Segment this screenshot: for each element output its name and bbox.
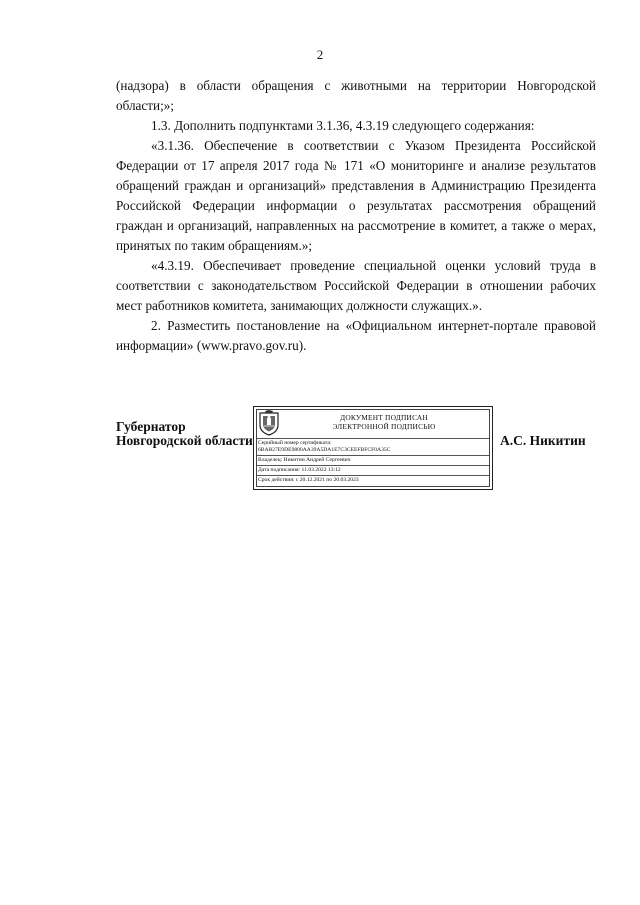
signer-name: А.С. Никитин	[500, 433, 586, 448]
page-number: 2	[316, 47, 324, 62]
stamp-validity: Срок действия: с 20.12.2021 по 20.03.2023	[258, 477, 359, 483]
document-body	[116, 76, 596, 356]
electronic-signature-stamp	[253, 406, 493, 490]
paragraph-continuation: (надзора) в области обращения с животными на территории Новгородской области;»;	[116, 78, 596, 113]
signer-title-line1: Губернатор	[116, 419, 186, 434]
paragraph-item-2: 2. Разместить постановление на «Официальном интернет-портале правовой информации» (www.pravo.gov.ru).	[116, 318, 596, 353]
stamp-divider	[257, 465, 489, 466]
stamp-owner: Владелец: Никитин Андрей Сергеевич	[258, 457, 351, 463]
signer-title	[116, 420, 253, 448]
stamp-serial-label: Серийный номер сертификата:	[258, 440, 332, 446]
stamp-divider	[257, 438, 489, 439]
coat-of-arms-icon	[258, 410, 280, 436]
signer-title-line2: Новгородской области	[116, 433, 253, 448]
stamp-signed-date: Дата подписания: 11.03.2022 13:12	[258, 467, 341, 473]
stamp-heading	[284, 414, 484, 431]
paragraph-item-4-3-19: «4.3.19. Обеспечивает проведение специальной оценки условий труда в соответствии с законодательством Российской Федерации в отношении рабочих мест работников комитета, занимающих должности служащих.».	[116, 258, 596, 313]
paragraph-item-1-3: 1.3. Дополнить подпунктами 3.1.36, 4.3.19 следующего содержания:	[151, 118, 535, 133]
paragraph-item-3-1-36: «3.1.36. Обеспечение в соответствии с Указом Президента Российской Федерации от 17 апреля 2017 года № 171 «О мониторинге и анализе результатов обращений граждан и организаций» представления в Администрацию Президента Российской Федерации информации о результатах рассмотрения обращений граждан и организаций, направленных на рассмотрение в комитет, а также о мерах, принятых по таким обращениям.»;	[116, 138, 596, 253]
stamp-serial-value: 6BAB27E9DE9800AA39A5DA1E7C3CEEFBFCF0A35C	[258, 447, 391, 453]
stamp-divider	[257, 455, 489, 456]
stamp-divider	[257, 475, 489, 476]
stamp-heading-line1: ДОКУМЕНТ ПОДПИСАН	[340, 413, 428, 422]
stamp-heading-line2: ЭЛЕКТРОННОЙ ПОДПИСЬЮ	[332, 421, 436, 431]
